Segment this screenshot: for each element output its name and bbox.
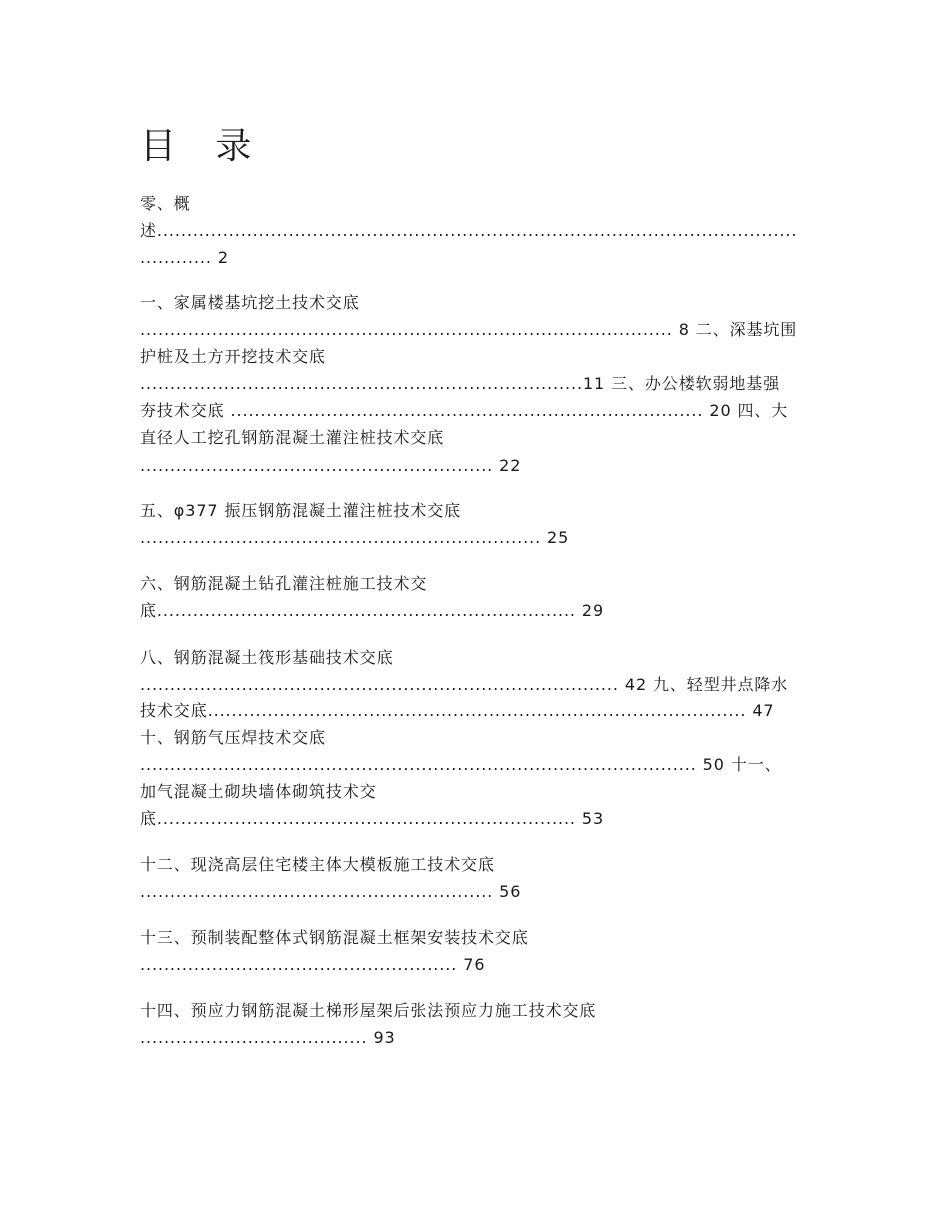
toc-line: 十、钢筋气压焊技术交底 — [140, 728, 326, 747]
page-title: 目 录 — [140, 126, 266, 167]
toc-line: 十四、预应力钢筋混凝土梯形屋架后张法预应力施工技术交底 — [140, 1001, 597, 1020]
toc-line: 十三、预制装配整体式钢筋混凝土框架安装技术交底 — [140, 928, 529, 947]
toc-line: 直径人工挖孔钢筋混凝土灌注桩技术交底 — [140, 428, 445, 447]
toc-line: 述........................................................................................................... — [140, 221, 798, 240]
toc-line: 一、家属楼基坑挖土技术交底 — [140, 293, 360, 312]
toc-line: ........................................................... 22 — [140, 456, 522, 475]
toc-line: 零、概 — [140, 194, 191, 213]
toc-line: 技术交底.......................................................................................... 47 — [140, 701, 775, 720]
toc-line: 加气混凝土砌块墙体砌筑技术交 — [140, 782, 377, 801]
toc-line: ............................................................................................. 50 十一、 — [140, 755, 782, 774]
toc-line: ............ 2 — [140, 248, 229, 267]
toc-line: 十二、现浇高层住宅楼主体大模板施工技术交底 — [140, 855, 495, 874]
toc-line: 底...................................................................... 53 — [140, 809, 605, 828]
toc-line: 夯技术交底 ............................................................................... 20 四、大 — [140, 401, 789, 420]
toc-line: ................................................................................ 42 九、轻型井点降水 — [140, 675, 789, 694]
toc-line: ..........................................................................11 三、办公楼软弱地基强 — [140, 374, 781, 393]
toc-line: ......................................................................................... 8 二、深基坑围 — [140, 320, 798, 339]
toc-line: 五、φ377 振压钢筋混凝土灌注桩技术交底 — [140, 501, 462, 520]
toc-line: 八、钢筋混凝土筏形基础技术交底 — [140, 648, 394, 667]
toc-line: ................................................................... 25 — [140, 528, 570, 547]
toc-line: ........................................................... 56 — [140, 882, 522, 901]
toc-line: 六、钢筋混凝土钻孔灌注桩施工技术交 — [140, 574, 428, 593]
toc-line: 护桩及土方开挖技术交底 — [140, 347, 326, 366]
toc-line: 底...................................................................... 29 — [140, 601, 605, 620]
toc-line: ..................................................... 76 — [140, 955, 486, 974]
toc-line: ...................................... 93 — [140, 1028, 396, 1047]
